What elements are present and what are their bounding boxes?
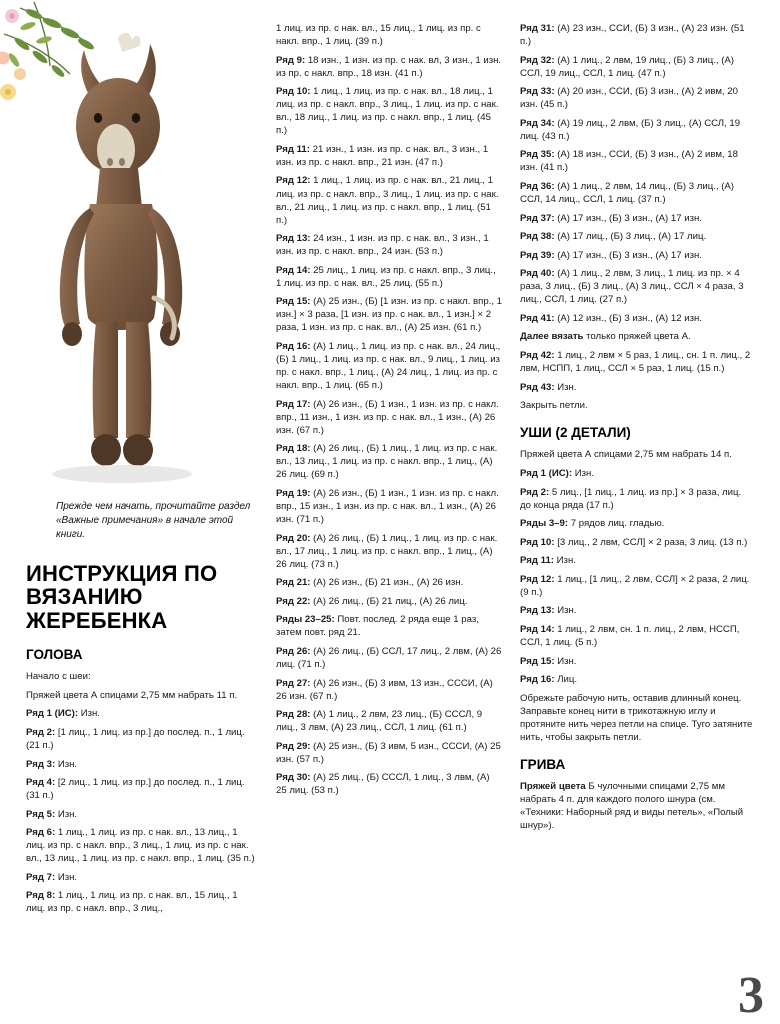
pattern-row: Ряд 42: 1 лиц., 2 лвм × 5 раз, 1 лиц., сн. 1 п. лиц., 2 лвм, НСПП, 1 лиц., ССЛ × 5 раз, 1 лиц. (15 п.) xyxy=(520,349,751,374)
page-title: ИНСТРУКЦИЯ ПО ВЯЗАНИЮ ЖЕРЕБЕНКА xyxy=(26,561,218,633)
pattern-row: Ряд 1 (ИС): Изн. xyxy=(26,708,100,720)
pattern-row: Ряд 14: 1 лиц., 2 лвм, сн. 1 п. лиц., 2 лвм, НССП, ССЛ, 1 лиц. (5 п.) xyxy=(520,623,740,648)
pattern-row: Ряд 2: 5 лиц., [1 лиц., 1 лиц. из пр.] × 3 раза, лиц. до конца ряда (17 п.) xyxy=(520,486,742,511)
pattern-row: Ряд 40: (А) 1 лиц., 2 лвм, 3 лиц., 1 лиц. из пр. × 4 раза, 3 лиц., (Б) 3 лиц., (А) 3 лиц., ССЛ × 4 раза, 3 лиц., ССЛ, 1 лиц. (27 п.) xyxy=(520,268,744,306)
head-intro-line: Начало с шеи: xyxy=(26,671,91,683)
column-middle xyxy=(276,22,502,1014)
pattern-row: Ряд 6: 1 лиц., 1 лиц. из пр. с нак. вл., 13 лиц., 1 лиц. из пр. с накл. впр., 3 лиц., 1 лиц. из пр. с нак. вл., 13 лиц., 1 лиц. из пр. с накл. впр., 1 лиц. (35 п.) xyxy=(26,827,255,865)
three-column-layout xyxy=(26,22,754,1014)
pattern-row: Ряд 19: (А) 26 изн., (Б) 1 изн., 1 изн. из пр. с накл. впр., 15 изн., 1 изн. из пр. с нак. вл., 1 изн., (А) 26 изн. (71 п.) xyxy=(276,487,499,526)
pattern-row: Ряд 1 (ИС): Изн. xyxy=(520,468,595,480)
pattern-row: Ряд 13: 24 изн., 1 изн. из пр. с нак. вл., 3 изн., 1 изн. из пр. с накл. впр., 24 изн. (53 п.) xyxy=(276,233,489,258)
head-intro-line: Пряжей цвета А спицами 2,75 мм набрать 11 п. xyxy=(26,689,238,701)
pattern-row: Ряд 7: Изн. xyxy=(26,871,78,883)
pattern-row: Ряд 10: [3 лиц., 2 лвм, ССЛ] × 2 раза, 3 лиц. (13 п.) xyxy=(520,536,748,548)
important-note: Прежде чем начать, прочитайте раздел «Важные примечания» в начале этой книги. xyxy=(56,501,251,540)
pattern-row: Ряд 41: (А) 12 изн., (Б) 3 изн., (А) 12 изн. xyxy=(520,312,702,324)
pattern-row: Ряд 20: (А) 26 лиц., (Б) 1 лиц., 1 лиц. из пр. с нак. вл., 17 лиц., 1 лиц. из пр. с накл. впр., 1 лиц., (А) 26 лиц. (73 п.) xyxy=(276,532,498,570)
ears-intro: Пряжей цвета А спицами 2,75 мм набрать 14 п. xyxy=(520,449,732,461)
pattern-row: Ряд 9: 18 изн., 1 изн. из пр. с нак. вл, 3 изн., 1 изн. из пр. с накл. впр., 18 изн. (41 п.) xyxy=(276,54,502,79)
pattern-row: Ряд 8: 1 лиц., 1 лиц. из пр. с нак. вл., 15 лиц., 1 лиц. из пр. с накл. впр., 3 лиц., xyxy=(26,890,238,915)
pattern-row: Ряд 28: (А) 1 лиц., 2 лвм, 23 лиц., (Б) СССЛ, 9 лиц., 3 лвм, (А) 23 лиц., ССЛ, 1 лиц. (61 п.) xyxy=(276,709,483,734)
pattern-note: Далее вязать только пряжей цвета А. xyxy=(520,331,691,343)
pattern-row: Ряд 12: 1 лиц., [1 лиц., 2 лвм, ССЛ] × 2 раза, 2 лиц. (9 п.) xyxy=(520,573,750,598)
pattern-row: Ряд 22: (А) 26 лиц., (Б) 21 лиц., (А) 26 лиц. xyxy=(276,595,468,607)
pattern-row: Ряд 10: 1 лиц., 1 лиц. из пр. с нак. вл., 18 лиц., 1 лиц. из пр. с накл. впр., 3 лиц., 1 лиц. из пр. с нак. вл., 18 лиц., 1 лиц. из пр. с накл. впр., 1 лиц. (45 п.) xyxy=(276,86,499,137)
knitted-foal-illustration xyxy=(26,22,258,492)
pattern-row: Ряд 26: (А) 26 лиц., (Б) ССЛ, 17 лиц., 2 лвм, (А) 26 лиц. (71 п.) xyxy=(276,645,502,670)
pattern-row: Ряд 27: (А) 26 изн., (Б) 3 ивм, 13 изн., СССИ, (А) 26 изн. (67 п.) xyxy=(276,677,493,702)
page-number: 3 xyxy=(738,967,764,1024)
pattern-row: Ряд 2: [1 лиц., 1 лиц. из пр.] до послед. п., 1 лиц. (21 п.) xyxy=(26,726,245,751)
pattern-row: Ряд 38: (А) 17 лиц., (Б) 3 лиц., (А) 17 лиц. xyxy=(520,231,707,243)
pattern-row: Ряд 17: (А) 26 изн., (Б) 1 изн., 1 изн. из пр. с накл. впр., 11 изн., 1 изн. из пр. с нак. вл., 1 изн., (А) 26 изн. (67 п.) xyxy=(276,398,499,436)
pattern-row: Ряд 31: (А) 23 изн., ССИ, (Б) 3 изн., (А) 23 изн. (51 п.) xyxy=(520,23,745,48)
pattern-row: Ряд 11: 21 изн., 1 изн. из пр. с нак. вл., 3 изн., 1 изн. из пр. с накл. впр., 21 изн. (47 п.) xyxy=(276,143,489,168)
pattern-row: Ряд 21: (А) 26 изн., (Б) 21 изн., (А) 26 изн. xyxy=(276,577,464,589)
section-heading-ears: УШИ (2 ДЕТАЛИ) xyxy=(520,425,631,441)
pattern-row: Ряд 16: Лиц. xyxy=(520,674,578,686)
pattern-row: Ряд 3: Изн. xyxy=(26,758,78,770)
pattern-row: Ряд 43: Изн. xyxy=(520,381,577,393)
pattern-row: Ряд 4: [2 лиц., 1 лиц. из пр.] до послед. п., 1 лиц. (31 п.) xyxy=(26,777,245,802)
pattern-row: Ряды 23–25: Повт. послед. 2 ряда еще 1 раз, затем повт. ряд 21. xyxy=(276,614,479,639)
section-heading-mane: ГРИВА xyxy=(520,756,566,772)
pattern-row: Ряд 36: (А) 1 лиц., 2 лвм, 14 лиц., (Б) 3 лиц., (А) ССЛ, 14 лиц., ССЛ, 1 лиц. (37 п.) xyxy=(520,180,734,206)
mane-text: Пряжей цвета Б чулочными спицами 2,75 мм набрать 4 п. для каждого полого шнура (см. «Техники: Наборный ряд и виды петель», «Полый шнур»). xyxy=(520,781,744,832)
pattern-row: Закрыть петли. xyxy=(520,400,588,412)
pattern-row: Ряд 39: (А) 17 изн., (Б) 3 изн., (А) 17 изн. xyxy=(520,249,702,261)
pattern-row: Ряд 29: (А) 25 изн., (Б) 3 ивм, 5 изн., СССИ, (А) 25 изн. (57 п.) xyxy=(276,740,501,765)
pattern-row: Ряд 15: (А) 25 изн., (Б) [1 изн. из пр. с накл. впр., 1 изн.] × 3 раза, [1 изн. из пр. с нак. вл., 1 изн.] × 2 раза, 1 изн. из пр. с нак. вл., (А) 25 изн. (61 п.) xyxy=(276,296,502,334)
pattern-row: Ряд 32: (А) 1 лиц., 2 лвм, 19 лиц., (Б) 3 лиц., (А) ССЛ, 19 лиц., ССЛ, 1 лиц. (47 п.) xyxy=(520,54,734,79)
pattern-row: Ряд 15: Изн. xyxy=(520,655,577,667)
pattern-row: Ряд 37: (А) 17 изн., (Б) 3 изн., (А) 17 изн. xyxy=(520,212,702,224)
pattern-row: Ряды 3–9: 7 рядов лиц. гладью. xyxy=(520,518,665,530)
column-right xyxy=(520,22,754,1014)
pattern-row: Ряд 34: (А) 19 лиц., 2 лвм, (Б) 3 лиц., (А) ССЛ, 19 лиц. (43 п.) xyxy=(520,117,741,142)
section-heading-head: ГОЛОВА xyxy=(26,646,83,662)
pattern-row: Ряд 12: 1 лиц., 1 лиц. из пр. с нак. вл., 21 лиц., 1 лиц. из пр. с накл. впр., 3 лиц., 1 лиц. из пр. с нак. вл., 21 лиц., 1 лиц. из пр. с накл. впр., 1 лиц. (51 п.) xyxy=(276,175,499,226)
pattern-row: Ряд 11: Изн. xyxy=(520,555,576,567)
pattern-row: Ряд 5: Изн. xyxy=(26,808,78,820)
pattern-row: 1 лиц. из пр. с нак. вл., 15 лиц., 1 лиц. из пр. с накл. впр., 1 лиц. (39 п.) xyxy=(276,23,481,48)
pattern-row: Ряд 13: Изн. xyxy=(520,605,577,617)
pattern-row: Ряд 16: (А) 1 лиц., 1 лиц. из пр. с нак. вл., 24 лиц., (Б) 1 лиц., 1 лиц. из пр. с нак. вл., 9 лиц., 1 лиц. из пр. с накл. впр., 1 лиц., (А) 24 лиц., 1 лиц. из пр. с накл. впр., 1 лиц. (65 п.) xyxy=(276,340,501,392)
foal-photo xyxy=(26,22,258,492)
pattern-row: Ряд 33: (А) 20 изн., ССИ, (Б) 3 изн., (А) 2 ивм, 20 изн. (45 п.) xyxy=(520,86,738,111)
pattern-row: Ряд 14: 25 лиц., 1 лиц. из пр. с накл. впр., 3 лиц., 1 лиц. из пр. с нак. вл., 25 лиц. (55 п.) xyxy=(276,264,496,289)
ears-finishing: Обрежьте рабочую нить, оставив длинный конец. Заправьте конец нити в трикотажную иглу и протяните нить через петли на спице. Туго затяните нить, чтобы закрыть петли. xyxy=(520,692,753,743)
column-left xyxy=(26,22,258,1014)
pattern-row: Ряд 30: (А) 25 лиц., (Б) СССЛ, 1 лиц., 3 лвм, (А) 25 лиц. (53 п.) xyxy=(276,772,490,797)
pattern-row: Ряд 35: (А) 18 изн., ССИ, (Б) 3 изн., (А) 2 ивм, 18 изн. (41 п.) xyxy=(520,149,738,174)
pattern-row: Ряд 18: (А) 26 лиц., (Б) 1 лиц., 1 лиц. из пр. с нак. вл., 13 лиц., 1 лиц. из пр. с накл. впр., 1 лиц., (А) 26 лиц. (69 п.) xyxy=(276,443,498,481)
